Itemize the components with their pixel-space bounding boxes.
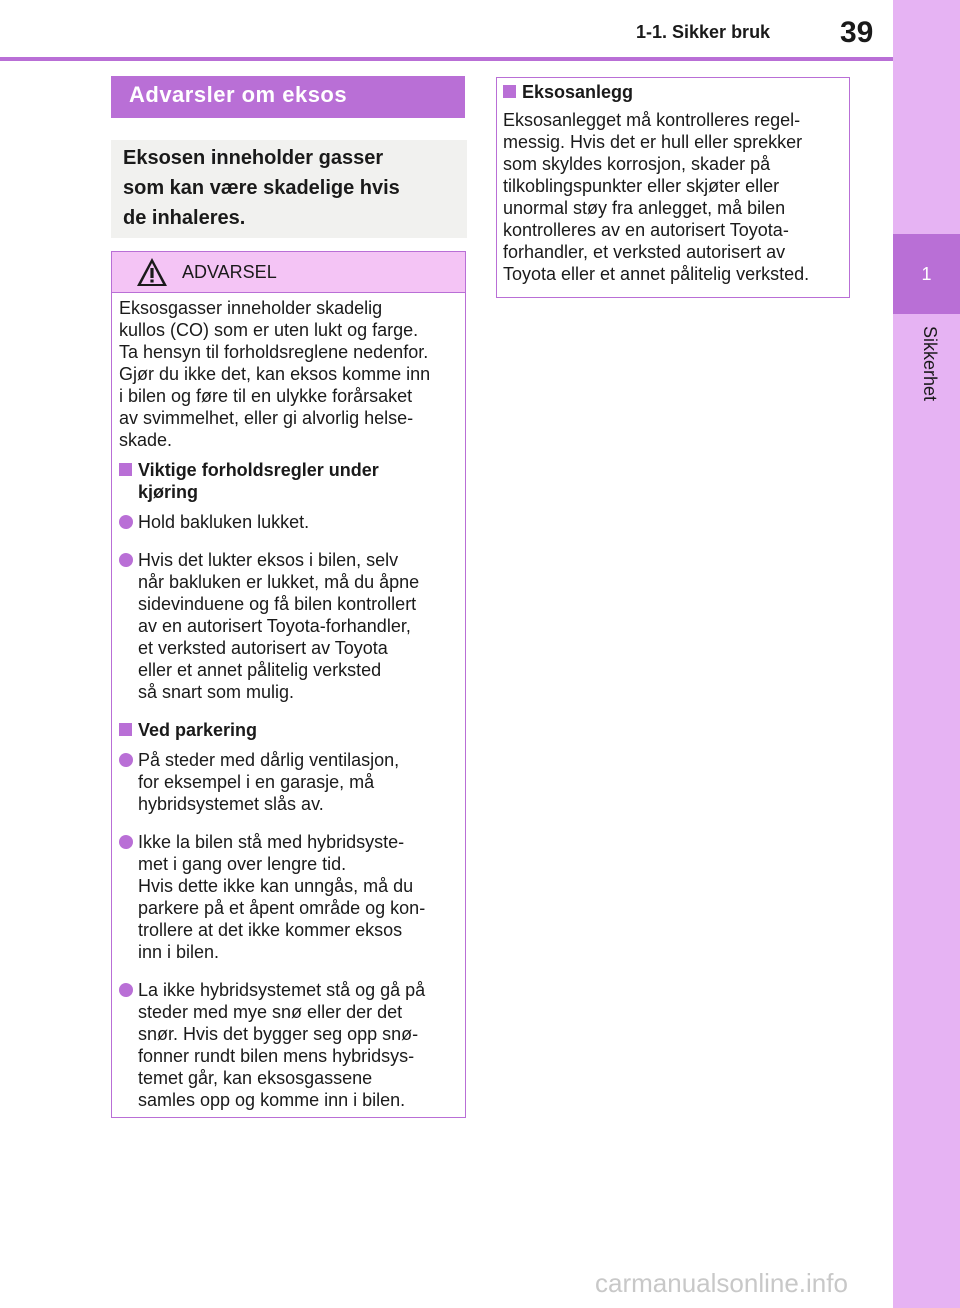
warning-header bbox=[112, 252, 465, 293]
warning-paragraph: Eksosgasser inneholder skadelig kullos (CO) som er uten lukt og farge. Ta hensyn til forholdsreglene nedenfor. Gjør du ikke det, kan eksos komme inn i bilen og føre til en ulykke forårsaket av svimmelhet, eller gi alvorlig helse- skade. bbox=[119, 298, 431, 450]
watermark: carmanualsonline.info bbox=[595, 1268, 848, 1298]
square-bullet-icon bbox=[503, 85, 516, 98]
list-item bbox=[119, 749, 453, 815]
warning-label: ADVARSEL bbox=[182, 262, 277, 282]
round-bullet-icon bbox=[119, 753, 133, 767]
list-item-text: På steder med dårlig ventilasjon, for eksempel i en garasje, må hybridsystemet slås av. bbox=[138, 750, 400, 814]
list-item bbox=[119, 511, 453, 533]
round-bullet-icon bbox=[119, 983, 133, 997]
chapter-number-tab[interactable]: 1 bbox=[893, 234, 960, 314]
square-bullet-icon bbox=[119, 463, 132, 476]
subheading-text: Viktige forholdsregler under kjøring bbox=[138, 460, 379, 502]
round-bullet-icon bbox=[119, 515, 133, 529]
side-tab-strip bbox=[893, 0, 960, 1308]
round-bullet-icon bbox=[119, 835, 133, 849]
intro-box bbox=[111, 140, 467, 238]
section-title: 1-1. Sikker bruk bbox=[636, 22, 771, 42]
intro-text: Eksosen inneholder gasser som kan være skadelige hvis de inhaleres. bbox=[123, 147, 400, 229]
subheading-text: Ved parkering bbox=[138, 720, 258, 740]
exhaust-system-heading bbox=[503, 81, 841, 103]
list-item-text: La ikke hybridsystemet stå og gå på steder med mye snø eller der det snør. Hvis det bygger seg opp snø- fonner rundt bilen mens hybridsys- temet går, kan eksosgassene samles opp og komme inn i bilen. bbox=[138, 980, 426, 1110]
heading-text: Eksosanlegg bbox=[522, 82, 634, 102]
list-item-text: Hold bakluken lukket. bbox=[138, 512, 310, 532]
list-item-text: Ikke la bilen stå med hybridsyste- met i gang over lengre tid. Hvis dette ikke kan unngås, må du parkere på et åpent område og kon- trollere at det ikke kommer eksos inn i bilen. bbox=[138, 832, 426, 962]
exhaust-system-text: Eksosanlegget må kontrolleres regel- messig. Hvis det er hull eller sprekker som skyldes korrosjon, skader på tilkoblingspunkter eller skjøter eller unormal støy fra anlegget, må bilen kontrolleres av en autorisert Toyota- forhandler, et verksted autorisert av Toyota eller et annet pålitelig verksted. bbox=[503, 110, 810, 284]
list-item bbox=[119, 549, 453, 703]
page-title: Advarsler om eksos bbox=[111, 76, 465, 118]
warning-subheading bbox=[119, 459, 453, 503]
list-item bbox=[119, 831, 453, 963]
list-item-text: Hvis det lukter eksos i bilen, selv når bakluken er lukket, må du åpne sidevinduene og få bilen kontrollert av en autorisert Toyota-forhandler, et verksted autorisert av Toyota eller et annet pålitelig verksted så snart som mulig. bbox=[138, 550, 420, 702]
exhaust-system-box bbox=[496, 77, 850, 298]
round-bullet-icon bbox=[119, 553, 133, 567]
square-bullet-icon bbox=[119, 723, 132, 736]
chapter-label: Sikkerhet bbox=[920, 326, 940, 402]
page-number: 39 bbox=[840, 16, 874, 49]
header-divider bbox=[0, 57, 893, 61]
warning-triangle-icon bbox=[136, 257, 168, 287]
warning-body bbox=[112, 293, 465, 1111]
warning-box bbox=[111, 251, 466, 1118]
warning-subheading bbox=[119, 719, 453, 741]
list-item bbox=[119, 979, 453, 1111]
